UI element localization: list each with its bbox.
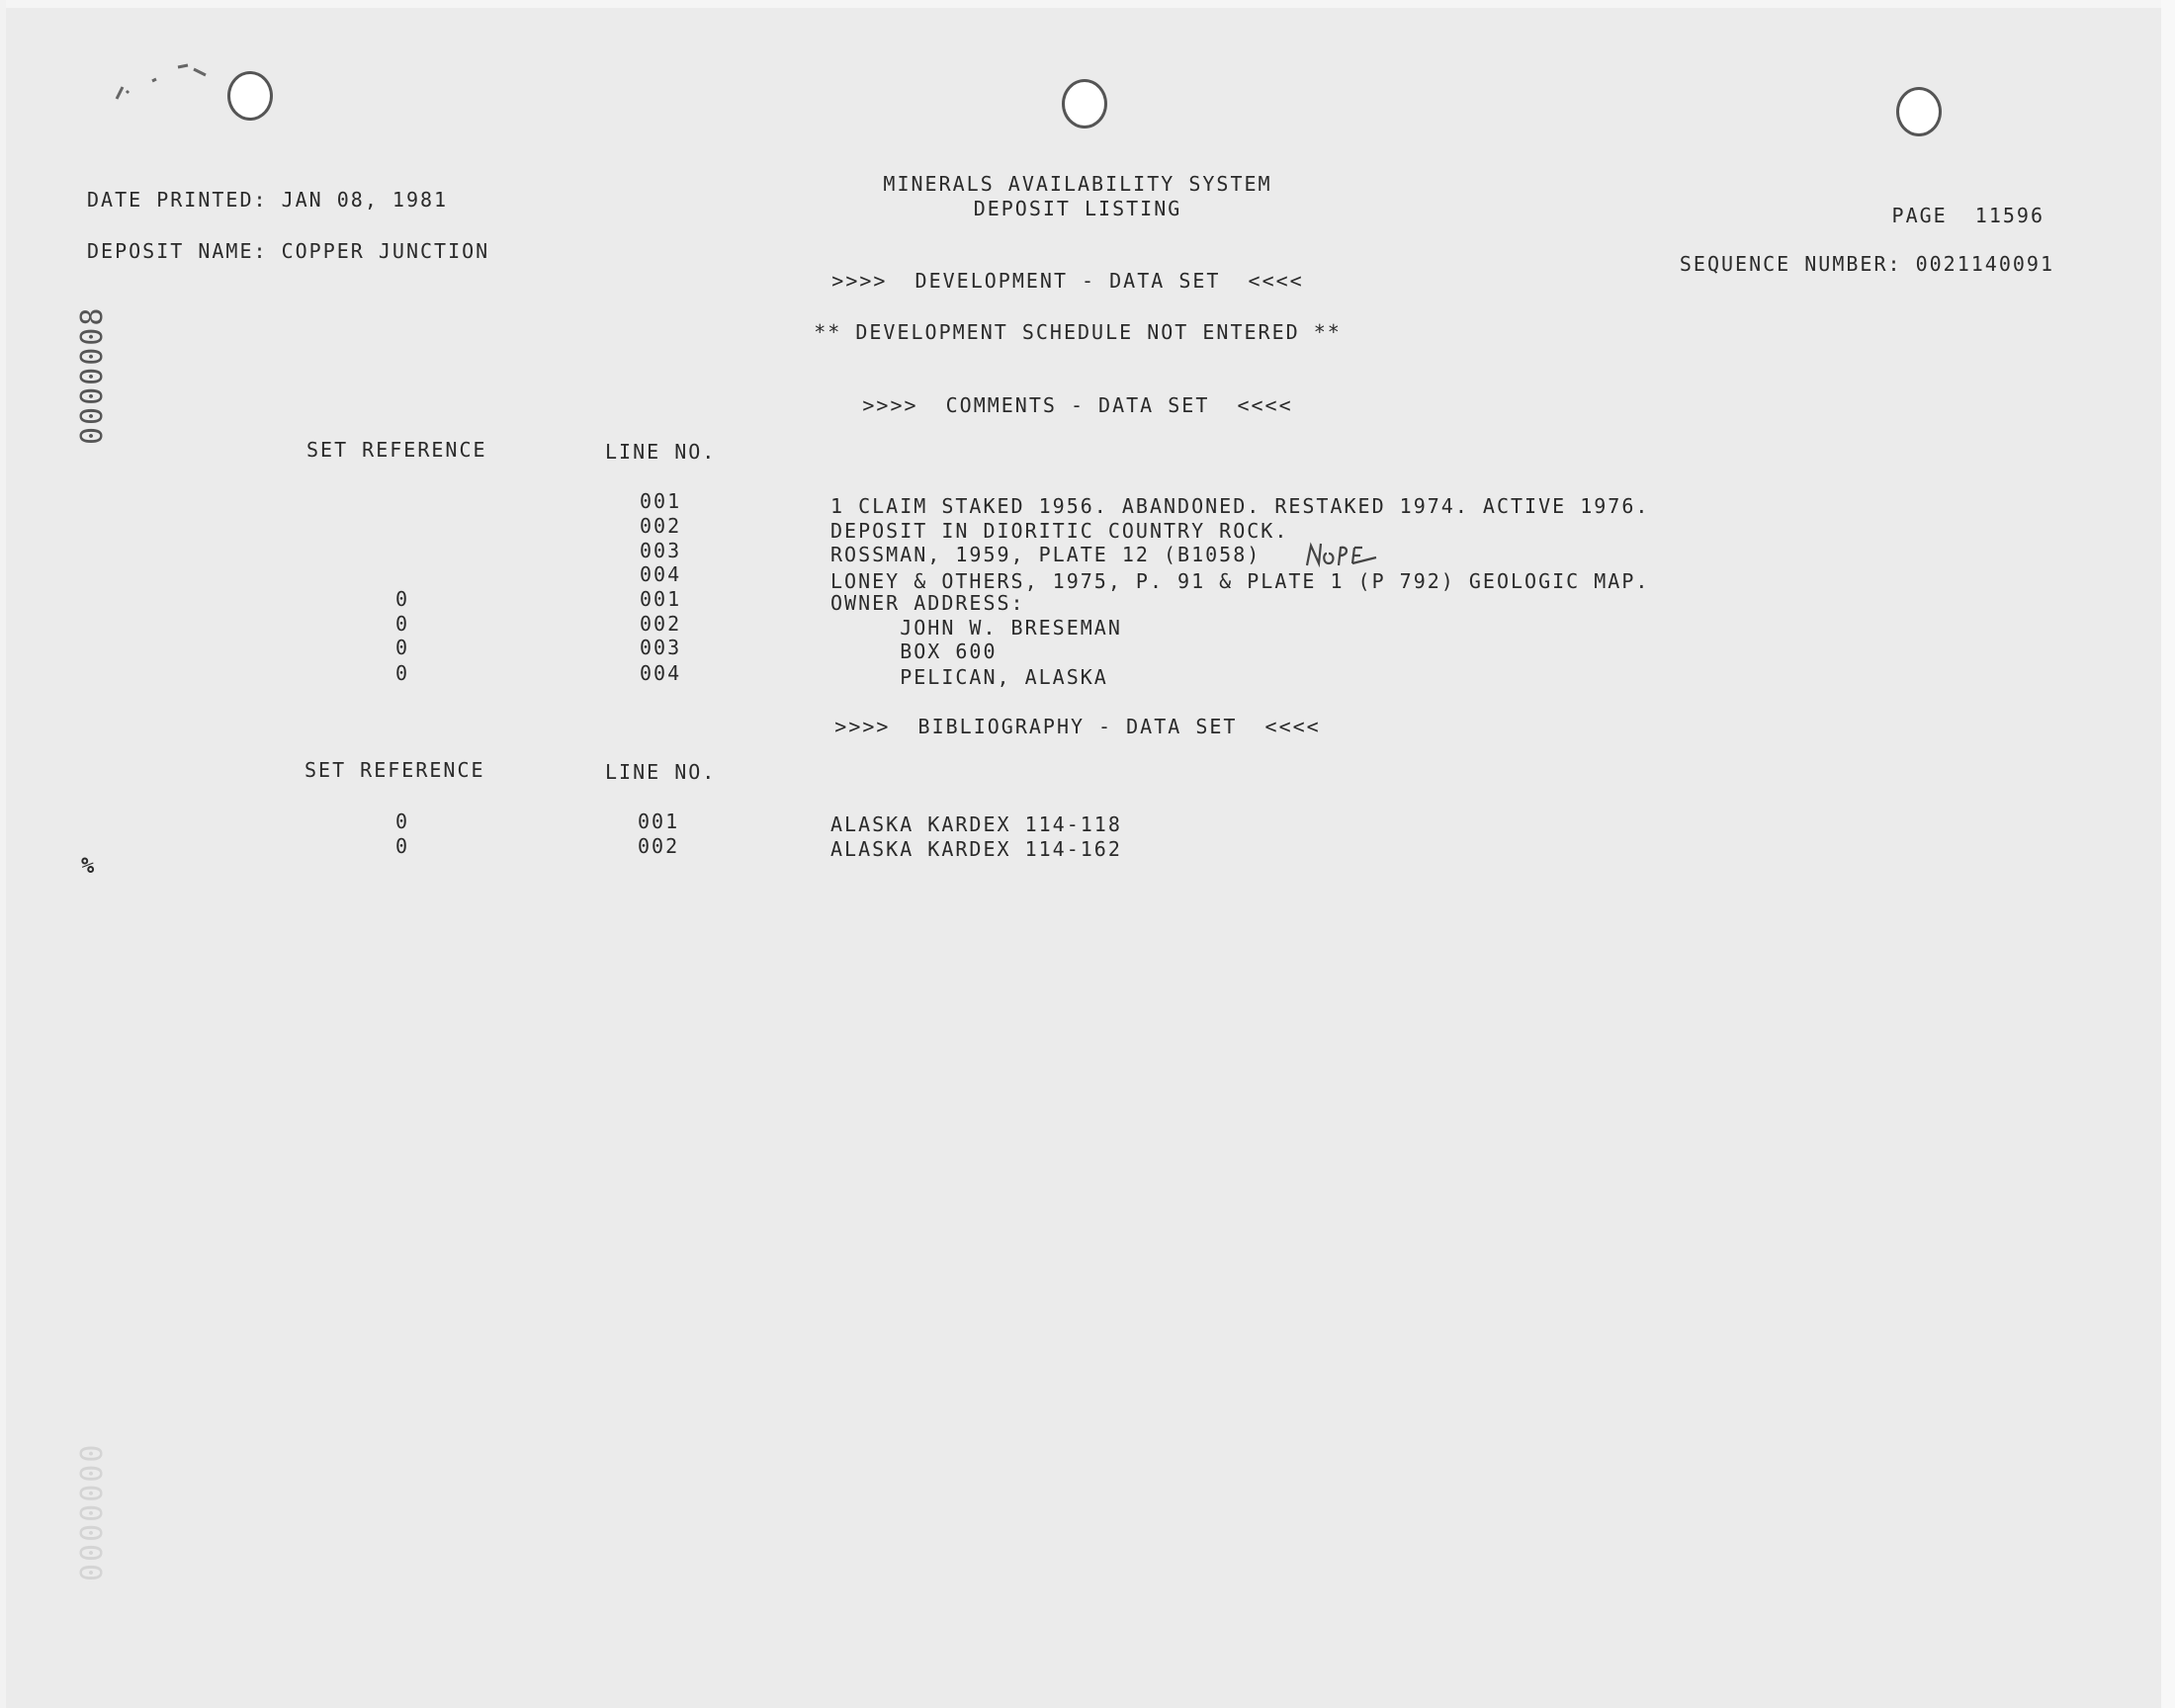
comments-col-set-reference: SET REFERENCE <box>306 438 487 462</box>
row-comment-text: DEPOSIT IN DIORITIC COUNTRY ROCK. <box>830 519 1289 543</box>
row-line-no: 003 <box>640 636 682 659</box>
row-set-reference: 0 <box>395 661 410 685</box>
sequence-number: SEQUENCE NUMBER: 0021140091 <box>1679 252 2054 276</box>
row-line-no: 002 <box>638 834 680 858</box>
row-line-no: 003 <box>640 539 682 562</box>
handwritten-annotation <box>1303 538 1382 571</box>
row-set-reference: 0 <box>395 834 410 858</box>
row-comment-text: ROSSMAN, 1959, PLATE 12 (B1058) <box>830 543 1262 566</box>
page-edge-right <box>2161 0 2175 1708</box>
comments-col-line-no: LINE NO. <box>605 440 717 464</box>
row-bibliography-text: ALASKA KARDEX 114-118 <box>830 812 1122 836</box>
row-set-reference: 0 <box>395 810 410 833</box>
system-title: MINERALS AVAILABILITY SYSTEM <box>883 172 1272 196</box>
row-line-no: 001 <box>638 810 680 833</box>
row-comment-text: BOX 600 <box>830 640 998 663</box>
margin-stamp-number: 0000008 <box>75 305 110 445</box>
row-line-no: 004 <box>640 661 682 685</box>
bibliography-col-set-reference: SET REFERENCE <box>304 758 485 782</box>
punch-hole-center <box>1062 79 1107 128</box>
page-edge-left <box>0 0 6 1708</box>
faint-margin-stamp-number: 0000000 <box>75 1442 110 1581</box>
row-bibliography-text: ALASKA KARDEX 114-162 <box>830 837 1122 861</box>
bibliography-heading: >>>> BIBLIOGRAPHY - DATA SET <<<< <box>834 715 1321 738</box>
row-line-no: 002 <box>640 514 682 538</box>
row-set-reference: 0 <box>395 636 410 659</box>
row-comment-text: 1 CLAIM STAKED 1956. ABANDONED. RESTAKED 1974. ACTIVE 1976. <box>830 494 1650 518</box>
page-number: PAGE 11596 <box>1891 204 2044 227</box>
development-heading: >>>> DEVELOPMENT - DATA SET <<<< <box>831 269 1304 293</box>
row-set-reference: 0 <box>395 587 410 611</box>
row-comment-text: JOHN W. BRESEMAN <box>830 616 1122 640</box>
percent-mark: % <box>81 854 95 879</box>
row-line-no: 002 <box>640 612 682 636</box>
development-note: ** DEVELOPMENT SCHEDULE NOT ENTERED ** <box>814 320 1342 344</box>
row-comment-text: LONEY & OTHERS, 1975, P. 91 & PLATE 1 (P 792) GEOLOGIC MAP. <box>830 569 1650 593</box>
row-comment-text: OWNER ADDRESS: <box>830 591 1025 615</box>
page-edge-top <box>0 0 2175 8</box>
punch-hole-right <box>1896 87 1942 136</box>
row-set-reference: 0 <box>395 612 410 636</box>
comments-heading: >>>> COMMENTS - DATA SET <<<< <box>862 393 1293 417</box>
bibliography-col-line-no: LINE NO. <box>605 760 717 784</box>
date-printed: DATE PRINTED: JAN 08, 1981 <box>87 188 449 212</box>
row-line-no: 004 <box>640 562 682 586</box>
listing-title: DEPOSIT LISTING <box>973 197 1182 220</box>
row-line-no: 001 <box>640 587 682 611</box>
row-line-no: 001 <box>640 489 682 513</box>
row-comment-text: PELICAN, ALASKA <box>830 665 1108 689</box>
deposit-name: DEPOSIT NAME: COPPER JUNCTION <box>87 239 490 263</box>
punch-hole-left <box>227 71 273 121</box>
stray-ink-marks <box>109 57 218 107</box>
